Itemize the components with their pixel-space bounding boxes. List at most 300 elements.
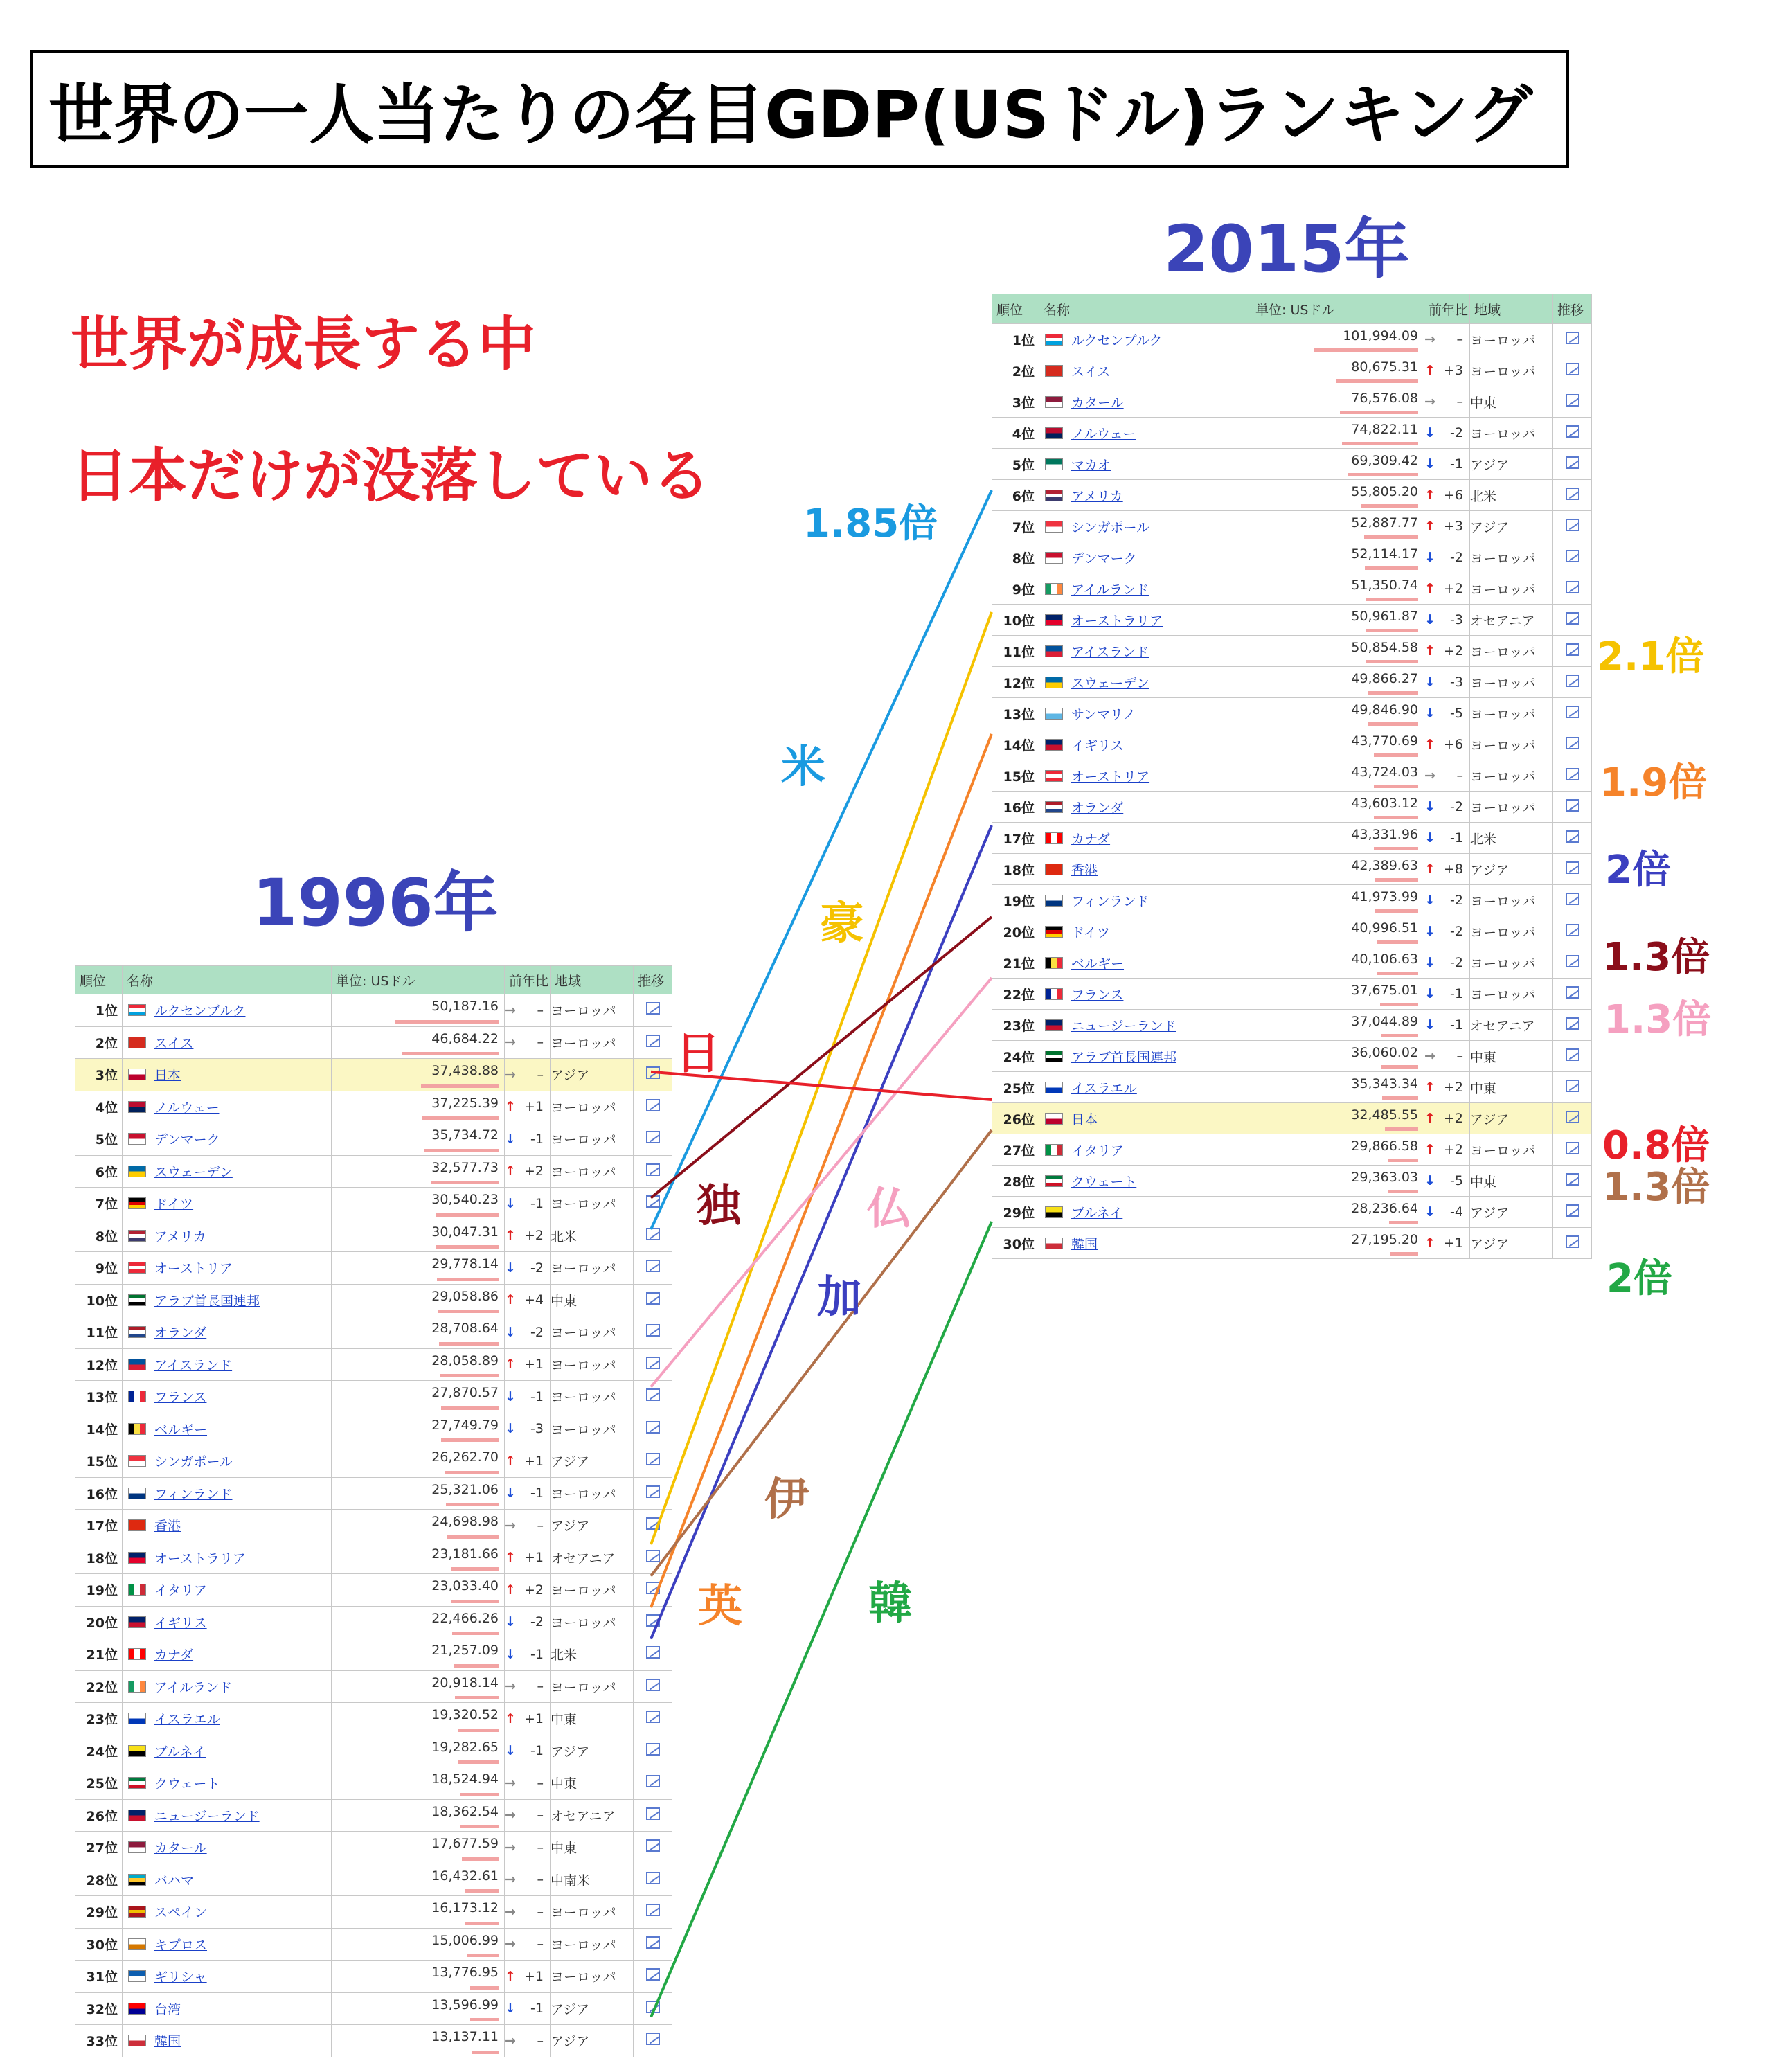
rank-cell: 8位 (75, 1220, 123, 1252)
gdp-value: 27,749.79 (431, 1417, 499, 1433)
country-link[interactable]: シンガポール (154, 1454, 233, 1470)
gdp-value: 50,961.87 (1351, 609, 1418, 624)
country-link[interactable]: 日本 (154, 1068, 181, 1084)
arrow-down-icon: ↓ (505, 1614, 516, 1630)
gdp-value: 29,866.58 (1351, 1138, 1418, 1154)
region-cell: ヨーロッパ (551, 1348, 634, 1381)
arrow-down-icon: ↓ (1424, 1204, 1435, 1220)
arrow-down-icon: ↓ (1424, 425, 1435, 440)
region-cell: ヨーロッパ (1470, 698, 1553, 729)
arrow-up-icon: ↑ (505, 1582, 516, 1598)
gdp-value: 13,596.99 (431, 1997, 499, 2012)
country-link[interactable]: イタリア (154, 1583, 208, 1599)
country-link[interactable]: アイルランド (1071, 582, 1149, 598)
country-link[interactable]: ドイツ (1071, 925, 1111, 940)
gdp-value: 40,106.63 (1351, 952, 1418, 967)
rank-cell: 19位 (75, 1574, 123, 1607)
gdp-value: 27,870.57 (431, 1385, 499, 1400)
rank-cell: 30位 (75, 1928, 123, 1961)
change-value: – (1456, 768, 1463, 783)
country-link[interactable]: イタリア (1071, 1143, 1125, 1159)
region-cell: ヨーロッパ (1470, 979, 1553, 1010)
rank-cell: 30位 (992, 1228, 1039, 1259)
region-cell: ヨーロッパ (1470, 729, 1553, 760)
change-value: -1 (1450, 986, 1463, 1001)
gdp-value: 37,225.39 (431, 1095, 499, 1111)
change-value: – (537, 1517, 544, 1533)
country-label: 日 (676, 1028, 720, 1080)
change-value: -1 (530, 1195, 544, 1211)
region-cell: 中南米 (551, 1864, 634, 1896)
country-link[interactable]: イスラエル (1071, 1080, 1137, 1096)
gdp-value: 29,778.14 (431, 1256, 499, 1271)
arrow-right-icon: → (505, 1936, 516, 1952)
arrow-up-icon: ↑ (1424, 737, 1435, 752)
gdp-value: 37,438.88 (431, 1063, 499, 1078)
change-value: -2 (1450, 550, 1463, 565)
country-link[interactable]: 香港 (154, 1519, 181, 1535)
country-link[interactable]: アラブ首長国連邦 (154, 1293, 260, 1309)
country-link[interactable]: 台湾 (154, 2001, 181, 2017)
change-value: +2 (523, 1228, 544, 1244)
country-link[interactable]: 香港 (1071, 862, 1098, 878)
rank-cell: 3位 (992, 386, 1039, 418)
arrow-up-icon: ↑ (505, 1099, 516, 1115)
rank-cell: 29位 (992, 1197, 1039, 1228)
rank-cell: 11位 (992, 636, 1039, 667)
country-link[interactable]: ブルネイ (1071, 1205, 1123, 1221)
change-value: -1 (530, 2001, 544, 2017)
arrow-down-icon: ↓ (505, 1260, 516, 1276)
region-cell: 中東 (551, 1767, 634, 1800)
change-value: – (537, 1904, 544, 1920)
arrow-down-icon: ↓ (505, 1388, 516, 1404)
country-link[interactable]: アイスランド (1071, 644, 1149, 660)
header-value[interactable]: 単位: USドル (1251, 294, 1424, 324)
gdp-value: 51,350.74 (1351, 578, 1418, 593)
gdp-value: 13,137.11 (431, 2029, 499, 2044)
arrow-right-icon: → (505, 1066, 516, 1082)
arrow-down-icon: ↓ (505, 2001, 516, 2017)
rank-cell: 9位 (992, 573, 1039, 605)
rank-cell: 6位 (992, 480, 1039, 511)
rank-cell: 27位 (75, 1832, 123, 1864)
country-link[interactable]: フィンランド (1071, 893, 1149, 909)
header-trend[interactable]: 推移 (634, 966, 672, 994)
growth-ratio-label: 1.3倍 (1602, 1165, 1710, 1210)
arrow-right-icon: → (1424, 768, 1435, 783)
rank-cell: 29位 (75, 1896, 123, 1929)
arrow-right-icon: → (505, 1839, 516, 1855)
country-link[interactable]: ルクセンブルク (1071, 332, 1163, 348)
arrow-down-icon: ↓ (1424, 830, 1435, 846)
region-cell: オセアニア (1470, 605, 1553, 636)
arrow-up-icon: ↑ (505, 1163, 516, 1179)
gdp-value: 25,321.06 (431, 1481, 499, 1497)
arrow-down-icon: ↓ (1424, 986, 1435, 1001)
rank-cell: 21位 (992, 947, 1039, 979)
country-link[interactable]: オーストラリア (154, 1551, 247, 1566)
gdp-value: 42,389.63 (1351, 858, 1418, 873)
country-link[interactable]: ニュージーランド (154, 1808, 260, 1824)
rank-cell: 9位 (75, 1252, 123, 1285)
region-cell: ヨーロッパ (1470, 885, 1553, 916)
arrow-down-icon: ↓ (1424, 612, 1435, 627)
region-cell: ヨーロッパ (551, 1961, 634, 1993)
header-rank[interactable]: 順位 (75, 966, 123, 994)
gdp-value: 17,677.59 (431, 1836, 499, 1851)
country-link[interactable]: アイルランド (154, 1679, 233, 1695)
change-value: -1 (530, 1743, 544, 1759)
growth-ratio-label: 1.3倍 (1602, 935, 1710, 980)
change-value: +3 (1443, 519, 1463, 534)
arrow-right-icon: → (1424, 332, 1435, 347)
rank-cell: 13位 (992, 698, 1039, 729)
region-cell: ヨーロッパ (1470, 418, 1553, 449)
header-rank[interactable]: 順位 (992, 294, 1039, 324)
change-value: +6 (1443, 488, 1463, 503)
change-value: – (537, 1035, 544, 1051)
gdp-value: 28,058.89 (431, 1352, 499, 1368)
region-cell: ヨーロッパ (551, 1606, 634, 1638)
country-link[interactable]: ニュージーランド (1071, 1018, 1176, 1034)
rank-cell: 13位 (75, 1381, 123, 1413)
arrow-up-icon: ↑ (505, 1711, 516, 1726)
country-link[interactable]: ベルギー (154, 1422, 208, 1438)
country-link[interactable]: オランダ (154, 1325, 207, 1341)
gdp-value: 41,973.99 (1351, 889, 1418, 904)
arrow-right-icon: → (505, 1679, 516, 1695)
region-cell: ヨーロッパ (1470, 636, 1553, 667)
change-value: -3 (530, 1421, 544, 1437)
region-cell: 中東 (551, 1284, 634, 1316)
gdp-value: 43,603.12 (1351, 796, 1418, 811)
arrow-right-icon: → (505, 1775, 516, 1791)
table-2015-title: 2015年 (1163, 212, 1410, 287)
rank-cell: 28位 (75, 1864, 123, 1896)
country-link[interactable]: デンマーク (154, 1132, 220, 1148)
region-cell: アジア (1470, 511, 1553, 542)
change-value: – (537, 1872, 544, 1888)
country-label: 仏 (867, 1184, 911, 1235)
header-change[interactable]: 前年比 (1424, 294, 1470, 324)
country-link[interactable]: 韓国 (154, 2034, 181, 2050)
arrow-down-icon: ↓ (1424, 1173, 1435, 1188)
region-cell: ヨーロッパ (1470, 1134, 1553, 1166)
rank-cell: 26位 (992, 1103, 1039, 1134)
arrow-up-icon: ↑ (1424, 1235, 1435, 1251)
country-link[interactable]: 日本 (1071, 1111, 1098, 1127)
change-value: +2 (523, 1582, 544, 1598)
region-cell: ヨーロッパ (551, 1670, 634, 1703)
rank-cell: 22位 (75, 1670, 123, 1703)
region-cell: ヨーロッパ (1470, 760, 1553, 792)
region-cell: ヨーロッパ (1470, 542, 1553, 573)
growth-ratio-label: 1.9倍 (1600, 760, 1708, 805)
change-value: -1 (530, 1485, 544, 1501)
change-value: -2 (530, 1260, 544, 1276)
header-name[interactable]: 名称 (123, 966, 332, 994)
country-link[interactable]: オーストリア (1071, 769, 1150, 785)
gdp-value: 49,846.90 (1351, 702, 1418, 717)
rank-cell: 12位 (75, 1348, 123, 1381)
region-cell: ヨーロッパ (551, 1155, 634, 1188)
change-value: – (537, 1679, 544, 1695)
change-value: +2 (1443, 643, 1463, 659)
change-value: +2 (1443, 1080, 1463, 1095)
country-link[interactable]: オランダ (1071, 800, 1124, 816)
country-link[interactable]: シンガポール (1071, 519, 1150, 535)
country-label: 英 (698, 1581, 742, 1632)
country-link[interactable]: オーストラリア (1071, 613, 1163, 629)
arrow-up-icon: ↑ (1424, 581, 1435, 596)
header-name[interactable]: 名称 (1039, 294, 1251, 324)
change-value: +2 (1443, 1142, 1463, 1157)
country-link[interactable]: アラブ首長国連邦 (1071, 1049, 1177, 1065)
arrow-down-icon: ↓ (505, 1131, 516, 1147)
region-cell: ヨーロッパ (551, 1928, 634, 1961)
arrow-right-icon: → (505, 1904, 516, 1920)
arrow-right-icon: → (505, 1872, 516, 1888)
country-label: 韓 (868, 1578, 913, 1629)
change-value: – (537, 1002, 544, 1018)
change-value: +1 (523, 1550, 544, 1566)
rank-cell: 14位 (75, 1413, 123, 1445)
change-value: -1 (530, 1131, 544, 1147)
region-cell: ヨーロッパ (551, 1413, 634, 1445)
country-link[interactable]: アメリカ (1071, 488, 1123, 504)
change-value: – (537, 2033, 544, 2048)
arrow-up-icon: ↑ (505, 1292, 516, 1308)
rank-cell: 25位 (75, 1767, 123, 1800)
header-trend[interactable]: 推移 (1553, 294, 1592, 324)
change-value: +2 (1443, 1111, 1463, 1126)
region-cell: ヨーロッパ (551, 1381, 634, 1413)
change-value: -4 (1450, 1204, 1463, 1220)
gdp-value: 32,577.73 (431, 1159, 499, 1175)
table-1996-title: 1996年 (252, 866, 499, 941)
arrow-right-icon: → (505, 1002, 516, 1018)
arrow-down-icon: ↓ (1424, 924, 1435, 939)
arrow-up-icon: ↑ (1424, 1111, 1435, 1126)
region-cell: 中東 (1470, 1072, 1553, 1103)
country-link[interactable]: マカオ (1071, 457, 1111, 473)
region-cell: 中東 (551, 1703, 634, 1735)
country-link[interactable]: クウェート (154, 1776, 220, 1792)
rank-cell: 4位 (75, 1091, 123, 1123)
change-value: -5 (1450, 706, 1463, 721)
gdp-value: 101,994.09 (1343, 328, 1418, 343)
change-value: +1 (523, 1711, 544, 1726)
country-link[interactable]: カタール (1071, 395, 1124, 411)
country-link[interactable]: ブルネイ (154, 1744, 206, 1760)
arrow-down-icon: ↓ (1424, 456, 1435, 472)
region-cell: アジア (551, 1510, 634, 1542)
country-link[interactable]: カタール (154, 1841, 207, 1857)
country-link[interactable]: ルクセンブルク (154, 1003, 246, 1019)
change-value: +1 (523, 1357, 544, 1373)
country-label: 伊 (764, 1474, 809, 1526)
rank-cell: 16位 (992, 792, 1039, 823)
change-value: +1 (523, 1453, 544, 1469)
change-value: +1 (1443, 1235, 1463, 1251)
rank-cell: 31位 (75, 1961, 123, 1993)
country-link[interactable]: ギリシャ (154, 1970, 207, 1985)
rank-cell: 32位 (75, 1992, 123, 2025)
gdp-value: 40,996.51 (1351, 920, 1418, 936)
change-value: +4 (523, 1292, 544, 1308)
country-link[interactable]: アイスランド (154, 1357, 233, 1373)
header-value[interactable]: 単位: USドル (332, 966, 505, 994)
country-link[interactable]: スウェーデン (1071, 675, 1149, 691)
rank-cell: 16位 (75, 1477, 123, 1510)
rank-cell: 33位 (75, 2025, 123, 2057)
gdp-value: 50,187.16 (431, 999, 499, 1014)
gdp-value: 27,195.20 (1351, 1232, 1418, 1247)
gdp-value: 19,282.65 (431, 1739, 499, 1755)
rank-cell: 4位 (992, 418, 1039, 449)
arrow-up-icon: ↑ (1424, 519, 1435, 534)
change-value: +8 (1443, 861, 1463, 877)
gdp-value: 32,485.55 (1351, 1107, 1418, 1123)
change-value: – (1456, 1048, 1463, 1064)
country-link[interactable]: キプロス (154, 1937, 208, 1953)
country-label: 独 (697, 1181, 741, 1232)
country-link[interactable]: フィンランド (154, 1486, 233, 1502)
region-cell: ヨーロッパ (551, 1026, 634, 1059)
change-value: -2 (1450, 425, 1463, 440)
rank-cell: 1位 (75, 994, 123, 1027)
country-link[interactable]: スイス (154, 1035, 194, 1051)
rank-cell: 3位 (75, 1059, 123, 1091)
arrow-down-icon: ↓ (1424, 893, 1435, 908)
country-link[interactable]: サンマリノ (1071, 706, 1136, 722)
rank-cell: 17位 (992, 823, 1039, 854)
gdp-value: 52,114.17 (1351, 546, 1418, 562)
region-cell: ヨーロッパ (551, 1123, 634, 1156)
country-link[interactable]: オーストリア (154, 1261, 233, 1277)
rank-cell: 22位 (992, 979, 1039, 1010)
country-link[interactable]: スウェーデン (154, 1164, 233, 1180)
country-link[interactable]: スペイン (154, 1905, 208, 1921)
arrow-down-icon: ↓ (505, 1421, 516, 1437)
region-cell: ヨーロッパ (551, 994, 634, 1027)
gdp-value: 50,854.58 (1351, 640, 1418, 655)
region-cell: ヨーロッパ (551, 1477, 634, 1510)
region-cell: アジア (551, 1059, 634, 1091)
country-link[interactable]: イギリス (154, 1615, 207, 1631)
region-cell: 中東 (1470, 1166, 1553, 1197)
country-link[interactable]: バハマ (154, 1873, 195, 1888)
header-region[interactable]: 地域 (551, 966, 634, 994)
rank-cell: 21位 (75, 1638, 123, 1671)
slogan-line-1: 世界が成長する中 (71, 310, 537, 378)
rank-cell: 5位 (992, 449, 1039, 480)
arrow-up-icon: ↑ (1424, 643, 1435, 659)
country-link[interactable]: イスラエル (154, 1712, 220, 1728)
country-link[interactable]: ノルウェー (154, 1100, 220, 1116)
change-value: +1 (523, 1099, 544, 1115)
country-link[interactable]: 韓国 (1071, 1236, 1098, 1252)
arrow-right-icon: → (505, 2033, 516, 2048)
rank-cell: 2位 (992, 355, 1039, 386)
connector-line (651, 490, 992, 1229)
change-value: -2 (1450, 924, 1463, 939)
header-region[interactable]: 地域 (1470, 294, 1553, 324)
gdp-value: 74,822.11 (1351, 422, 1418, 437)
country-link[interactable]: イギリス (1071, 738, 1124, 753)
arrow-down-icon: ↓ (505, 1646, 516, 1662)
region-cell: アジア (1470, 854, 1553, 885)
country-link[interactable]: ドイツ (154, 1197, 194, 1213)
country-link[interactable]: ノルウェー (1071, 426, 1136, 442)
arrow-up-icon: ↑ (505, 1550, 516, 1566)
country-link[interactable]: スイス (1071, 364, 1111, 379)
change-value: -1 (1450, 830, 1463, 846)
region-cell: ヨーロッパ (551, 1316, 634, 1349)
region-cell: ヨーロッパ (551, 1188, 634, 1220)
rank-cell: 8位 (992, 542, 1039, 573)
country-link[interactable]: カナダ (154, 1647, 194, 1663)
rank-cell: 12位 (992, 667, 1039, 698)
gdp-value: 46,684.22 (431, 1030, 499, 1046)
region-cell: オセアニア (1470, 1010, 1553, 1041)
gdp-value: 16,173.12 (431, 1900, 499, 1915)
region-cell: 北米 (1470, 480, 1553, 511)
page-title: 世界の一人当たりの名目GDP(USドル)ランキング (30, 50, 1569, 168)
change-value: -3 (1450, 675, 1463, 690)
growth-ratio-label: 2倍 (1607, 1256, 1672, 1301)
arrow-down-icon: ↓ (1424, 799, 1435, 814)
country-link[interactable]: カナダ (1071, 831, 1111, 847)
rank-cell: 10位 (75, 1284, 123, 1316)
rank-cell: 7位 (75, 1188, 123, 1220)
country-link[interactable]: ベルギー (1071, 956, 1125, 972)
region-cell: ヨーロッパ (1470, 355, 1553, 386)
region-cell: ヨーロッパ (1470, 667, 1553, 698)
gdp-value: 20,918.14 (431, 1674, 499, 1690)
gdp-value: 35,343.34 (1351, 1076, 1418, 1091)
gdp-value: 21,257.09 (431, 1643, 499, 1658)
arrow-down-icon: ↓ (1424, 706, 1435, 721)
arrow-up-icon: ↑ (505, 1453, 516, 1469)
country-link[interactable]: デンマーク (1071, 551, 1137, 566)
change-value: -1 (530, 1388, 544, 1404)
rank-cell: 11位 (75, 1316, 123, 1349)
gdp-value: 16,432.61 (431, 1868, 499, 1884)
country-link[interactable]: アメリカ (154, 1229, 206, 1244)
arrow-down-icon: ↓ (1424, 1017, 1435, 1033)
rank-cell: 6位 (75, 1155, 123, 1188)
region-cell: ヨーロッパ (551, 1574, 634, 1607)
growth-ratio-label: 1.3倍 (1604, 997, 1712, 1042)
gdp-value: 23,181.66 (431, 1546, 499, 1562)
arrow-down-icon: ↓ (1424, 550, 1435, 565)
gdp-value: 55,805.20 (1351, 484, 1418, 499)
arrow-up-icon: ↑ (1424, 861, 1435, 877)
change-value: – (537, 1936, 544, 1952)
country-link[interactable]: クウェート (1071, 1174, 1137, 1190)
gdp-value: 37,044.89 (1351, 1014, 1418, 1029)
region-cell: アジア (551, 1735, 634, 1767)
change-value: +2 (523, 1163, 544, 1179)
country-link[interactable]: フランス (154, 1390, 207, 1406)
gdp-value: 19,320.52 (431, 1707, 499, 1722)
gdp-value: 13,776.95 (431, 1965, 499, 1980)
gdp-value: 23,033.40 (431, 1578, 499, 1593)
country-link[interactable]: フランス (1071, 987, 1124, 1003)
header-change[interactable]: 前年比 (505, 966, 551, 994)
